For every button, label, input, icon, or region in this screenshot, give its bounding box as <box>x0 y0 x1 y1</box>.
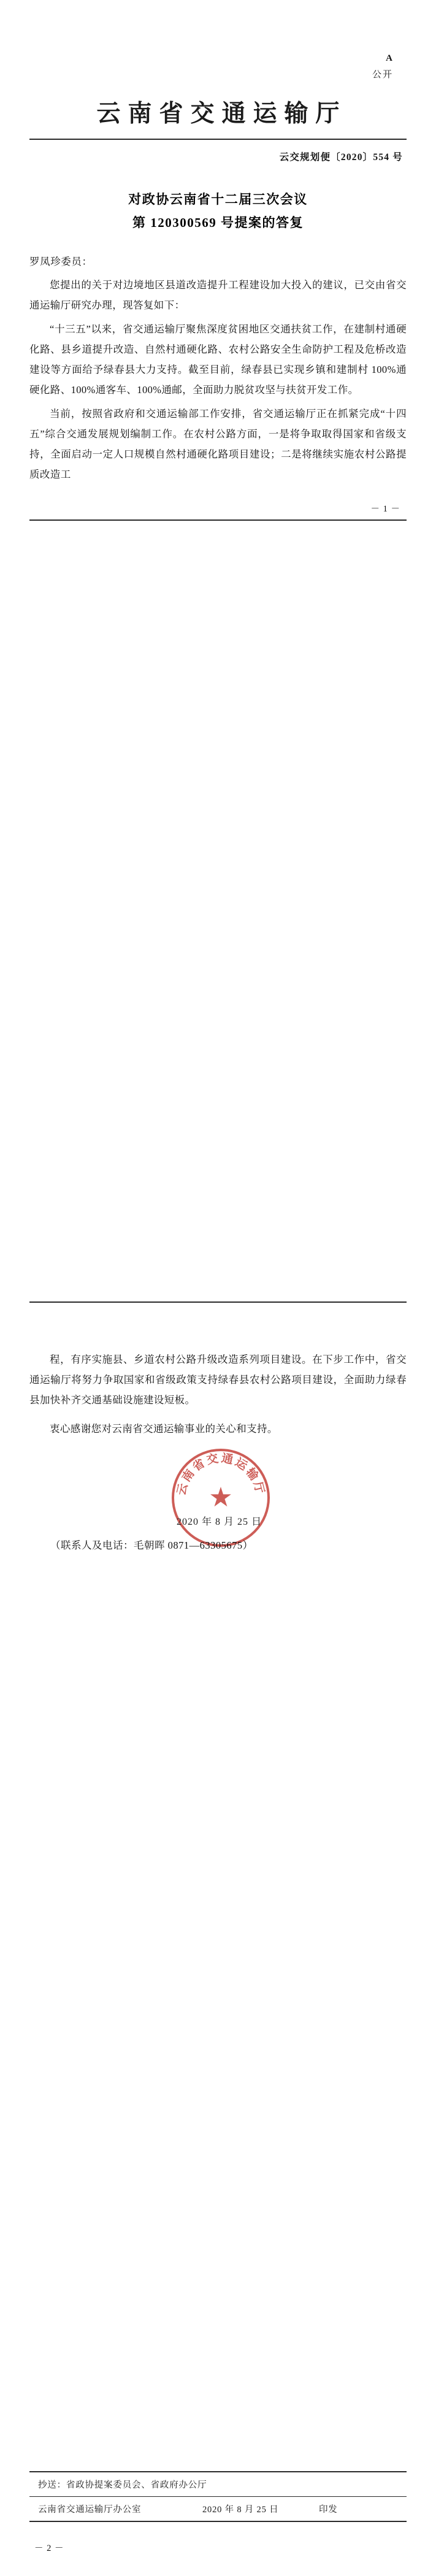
seal-arc-text: 云南省交通运输厅 <box>175 1452 267 1497</box>
document-footer-table <box>29 2471 407 2522</box>
urgency-mark: A <box>386 53 393 63</box>
issuing-agency-title: 云南省交通运输厅 <box>96 99 347 128</box>
issue-date: 2020 年 8 月 25 日 <box>202 2505 279 2515</box>
footer-row-cc <box>29 2472 407 2496</box>
closing-thanks: 衷心感谢您对云南省交通运输事业的关心和支持。 <box>50 1423 278 1435</box>
document-title <box>29 188 407 234</box>
page-2-body <box>29 1349 407 1439</box>
seal-star-icon: ★ <box>208 1482 233 1512</box>
issue-print-label: 印发 <box>319 2505 338 2515</box>
page-1-number: － 1 － <box>370 504 400 514</box>
document-number: 云交规划便〔2020〕554 号 <box>279 152 403 163</box>
security-marks <box>29 0 407 83</box>
disclosure-mark: 公开 <box>372 70 393 80</box>
issuer-office: 云南省交通运输厅办公室 <box>38 2505 142 2515</box>
footer-divider-bottom <box>29 2521 407 2522</box>
signature-date: 2020 年 8 月 25 日 <box>177 1517 262 1527</box>
body-paragraph-1: 您提出的关于对边境地区县道改造提升工程建设加大投入的建议，已交由省交通运输厅研究办理，现答复如下： <box>29 279 407 311</box>
cc-label: 抄送： <box>38 2480 66 2490</box>
masthead-divider <box>29 139 407 140</box>
contact-info: （联系人及电话：毛朝晖 0871—63305675） <box>50 1539 253 1551</box>
document-page-2 <box>0 1301 436 2576</box>
masthead <box>29 96 407 140</box>
salutation: 罗凤珍委员： <box>29 256 93 267</box>
signature-zone <box>29 1445 407 1555</box>
body-paragraph-4: 程，有序实施县、乡道农村公路升级改造系列项目建设。在下步工作中，省交通运输厅将努力争取国家和省级政策支持绿春县农村公路项目建设，全面助力绿春县加快补齐交通基础设施建设短板。 <box>29 1354 407 1406</box>
document-title-line-1: 对政协云南省十二届三次会议 <box>128 192 308 207</box>
cc-value: 省政协提案委员会、省政府办公厅 <box>66 2480 207 2490</box>
body-paragraph-3: 当前，按照省政府和交通运输部工作安排，省交通运输厅正在抓紧完成“十四五”综合交通发展规划编制工作。在农村公路方面，一是将争取取得国家和省级支持，全面启动一定人口规模自然村通硬化路项目建设；二是将继续实施农村公路提质改造工 <box>29 408 407 480</box>
official-seal <box>172 1449 270 1547</box>
footer-row-issue <box>29 2497 407 2521</box>
page-2-number: － 2 － <box>34 2543 64 2553</box>
page-1-footer-divider <box>29 519 407 521</box>
page-2-header-divider <box>29 1301 407 1303</box>
document-title-line-2: 第 120300569 号提案的答复 <box>132 215 304 230</box>
body-paragraph-2: “十三五”以来，省交通运输厅聚焦深度贫困地区交通扶贫工作，在建制村通硬化路、县乡道提升改造、自然村通硬化路、农村公路安全生命防护工程及危桥改造建设等方面给予绿春县大力支持。截至目前，绿春县已实现乡镇和建制村 100%通硬化路、100%通客车、100%通邮，全面助力脱贫攻坚与扶贫开发工作。 <box>29 323 407 396</box>
